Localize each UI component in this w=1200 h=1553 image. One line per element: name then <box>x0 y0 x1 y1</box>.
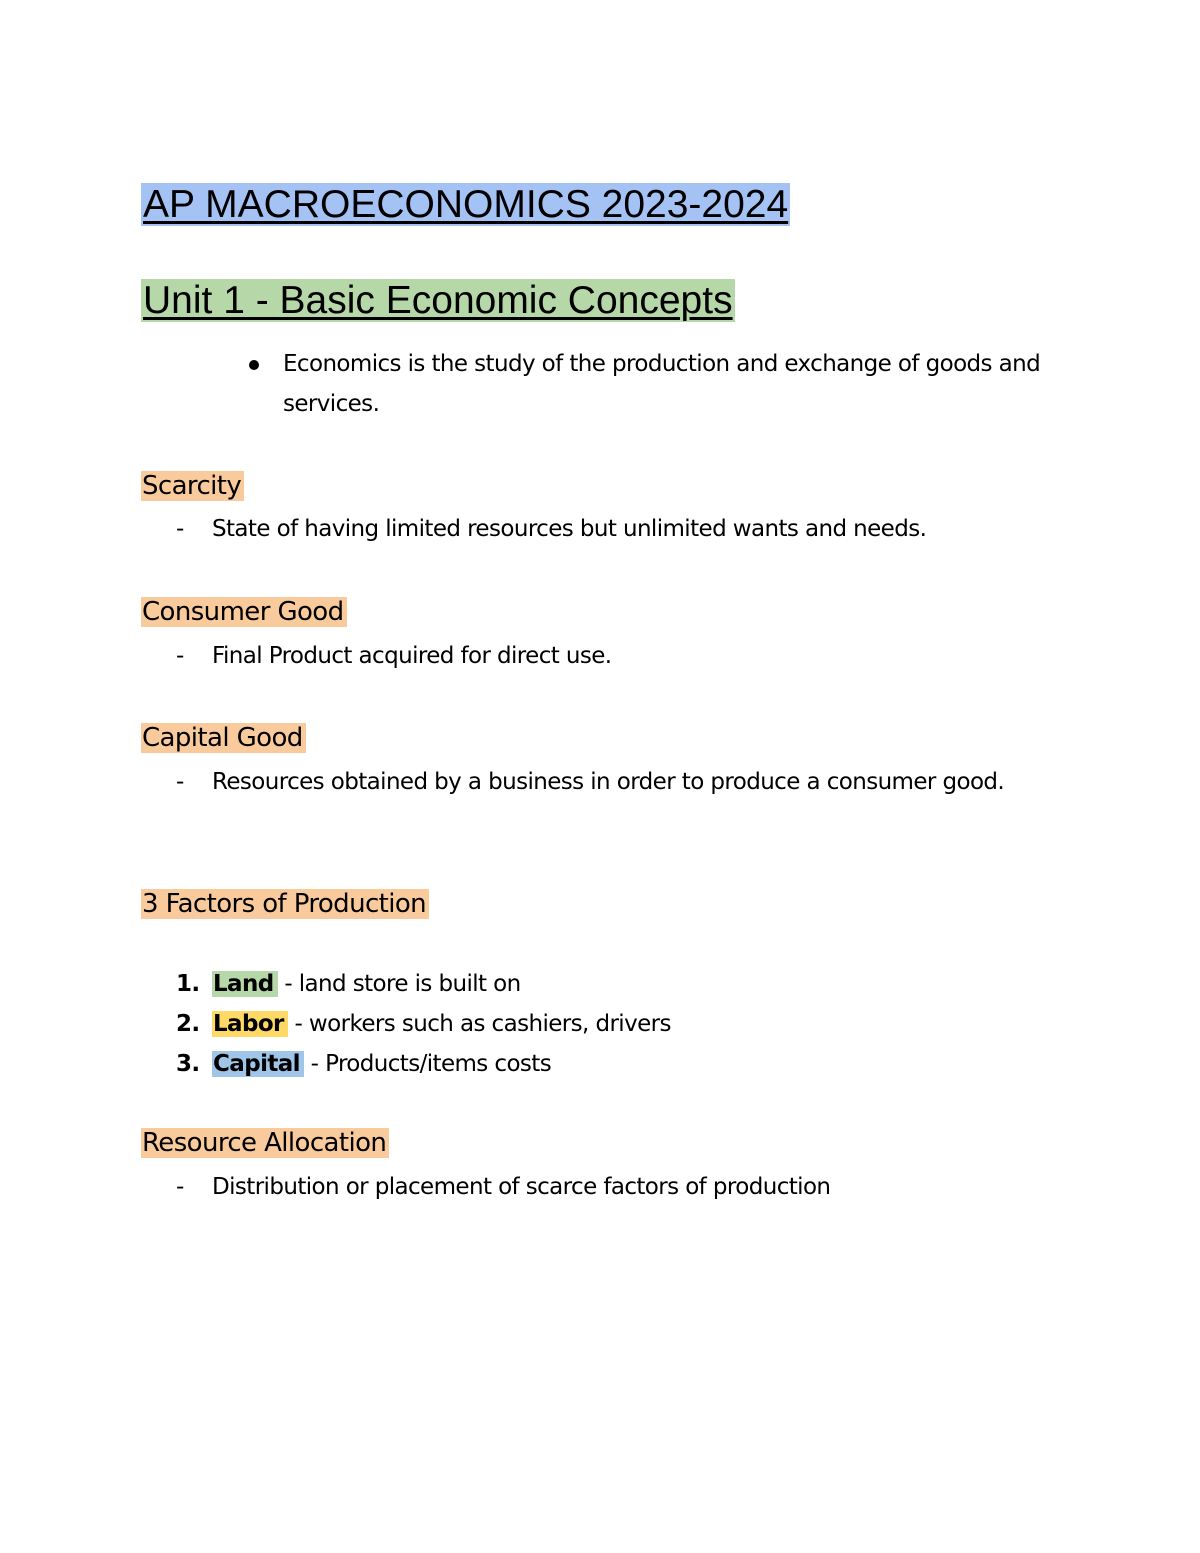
dash-marker: - <box>176 769 184 795</box>
unit-heading <box>141 274 735 328</box>
dash-marker: - <box>176 1174 184 1200</box>
factor-term-labor: Labor <box>212 1011 288 1037</box>
factors-heading-text: 3 Factors of Production <box>141 889 429 919</box>
scarcity-heading <box>141 466 244 506</box>
scarcity-definition: State of having limited resources but unlimited wants and needs. <box>212 516 927 542</box>
list-number: 3. <box>176 1051 200 1077</box>
factor-description: - workers such as cashiers, drivers <box>287 1011 671 1037</box>
consumer-good-heading <box>141 592 347 632</box>
resource-allocation-heading-text: Resource Allocation <box>141 1128 389 1158</box>
capital-good-heading-text: Capital Good <box>141 723 306 753</box>
document-title <box>141 179 790 231</box>
factor-description: - Products/items costs <box>303 1051 552 1077</box>
document-title-text: AP MACROECONOMICS 2023-2024 <box>143 183 789 226</box>
bullet-dot-icon <box>249 360 259 370</box>
intro-bullet-text: Economics is the study of the production and exchange of goods and services. <box>283 351 1041 417</box>
resource-allocation-definition: Distribution or placement of scarce factors of production <box>212 1174 831 1200</box>
factor-description: - land store is built on <box>277 971 521 997</box>
dash-marker: - <box>176 516 184 542</box>
scarcity-heading-text: Scarcity <box>141 471 244 501</box>
consumer-good-heading-text: Consumer Good <box>141 597 347 627</box>
factor-term-land: Land <box>212 971 278 997</box>
capital-good-definition: Resources obtained by a business in order to produce a consumer good. <box>212 769 1005 795</box>
list-number: 1. <box>176 971 200 997</box>
dash-marker: - <box>176 643 184 669</box>
capital-good-heading <box>141 718 306 758</box>
unit-heading-text: Unit 1 - Basic Economic Concepts <box>143 279 733 322</box>
list-number: 2. <box>176 1011 200 1037</box>
consumer-good-definition: Final Product acquired for direct use. <box>212 643 612 669</box>
factor-term-capital: Capital <box>212 1051 304 1077</box>
factors-heading <box>141 884 429 924</box>
resource-allocation-heading <box>141 1123 389 1163</box>
